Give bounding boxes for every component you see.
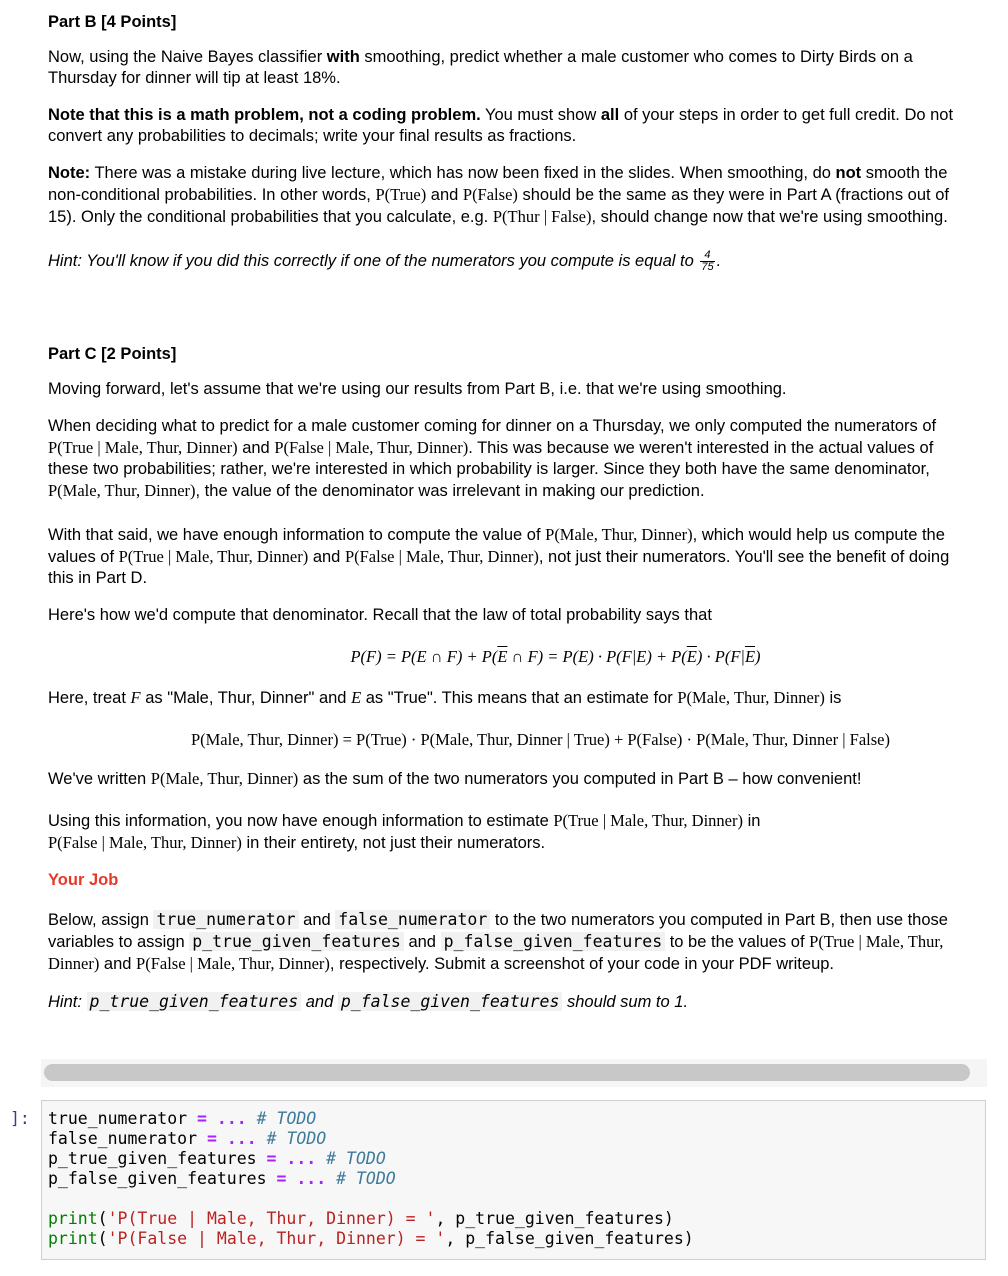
part-c-intro: Moving forward, let's assume that we're using our results from Part B, i.e. that we're using smoothing.: [48, 380, 787, 398]
denominator-equation: P(Male, Thur, Dinner) = P(True) · P(Male, Thur, Dinner | True) + P(False) · P(Male, Thur, Dinner | False): [190, 730, 891, 749]
cell-prompt: ]:: [10, 1109, 30, 1128]
part-c-treat-text: Here, treat F as "Male, Thur, Dinner" and E as "True". This means that an estimate for P(Male, Thur, Dinner) is: [48, 688, 842, 707]
part-b-section: [48, 12, 973, 289]
part-b-smoothing-note: Note: There was a mistake during live lecture, which has now been fixed in the slides. When smoothing, do not smooth the non-conditional probabilities. In other words, P(True) and P(False) should be the same as they were in Part A (fractions out of 15). Only the conditional probabilities that you calculate, e.g. P(Thur | False), should change now that we're using smoothing.: [48, 164, 949, 226]
part-b-question: Now, using the Naive Bayes classifier with smoothing, predict whether a male customer who comes to Dirty Birds on a Thursday for dinner will tip at least 18%.: [48, 48, 913, 87]
part-c-denominator-text: With that said, we have enough information to compute the value of P(Male, Thur, Dinner), which would help us compute the values of P(True | Male, Thur, Dinner) and P(False | Male, Thur, Dinner), not just their numerators. You'll see the benefit of doing this in Part D.: [48, 525, 950, 587]
total-probability-equation: P(F) = P(E ∩ $F) + P(\overline{E}$ ∩ $F) = P(E) \cdot P(F|E) + P(\overline{E}) \cdot P(F|\overline{E})$: [350, 647, 761, 666]
code-cell[interactable]: [41, 1100, 986, 1260]
part-b-hint: Hint: You'll know if you did this correctly if one of the numerators you compute is equal to $\frac{4}{75}$ .: [48, 249, 722, 273]
part-b-heading: Part B [4 Points]: [48, 13, 177, 31]
horizontal-scrollbar[interactable]: [44, 1064, 970, 1081]
part-c-heading: Part C [2 Points]: [48, 345, 177, 363]
hint-fraction: $\frac{4}{75}$: [701, 249, 714, 273]
part-c-numerators-text: When deciding what to predict for a male customer coming for dinner on a Thursday, we only computed the numerators of P(True | Male, Thur, Dinner) and P(False | Male, Thur, Dinner). This was because we weren't interested in the actual values of these two probabilities; rather, we're interested in which probability is larger. Since they both have the same denominator, P(Male, Thur, Dinner), the value of the denominator was irrelevant in making our prediction.: [48, 417, 937, 500]
your-job-hint: Hint: p_true_given_features and p_false_given_features should sum to 1.: [48, 992, 689, 1011]
part-b-math-note: Note that this is a math problem, not a coding problem. You must show all of your steps in order to get full credit. Do not convert any probabilities to decimals; write your final results as fractions.: [48, 106, 954, 145]
part-c-total-prob-intro: Here's how we'd compute that denominator. Recall that the law of total probability says that: [48, 606, 712, 624]
part-c-sum-text: We've written P(Male, Thur, Dinner) as the sum of the two numerators you computed in Part B – how convenient!: [48, 769, 862, 788]
part-c-estimate-text: Using this information, you now have enough information to estimate P(True | Male, Thur, Dinner) in P(False | Male, Thur, Dinner) in their entirety, not just their numerators.: [48, 811, 761, 852]
part-c-section: [48, 344, 973, 1029]
your-job-heading: Your Job: [48, 871, 119, 889]
code-editor[interactable]: true_numerator = ... # TODO false_numerator = ... # TODO p_true_given_features = ... # TODO p_false_given_features = ... # TODO print('P(True | Male, Thur, Dinner) = ', p_true_given_features) print('P(False | Male, Thur, Dinner) = ', p_false_given_features): [48, 1109, 694, 1248]
your-job-instructions: Below, assign true_numerator and false_numerator to the two numerators you computed in Part B, then use those variables to assign p_true_given_features and p_false_given_features to be the values of P(True | Male, Thur, Dinner) and P(False | Male, Thur, Dinner), respectively. Submit a screenshot of your code in your PDF writeup.: [48, 910, 948, 973]
